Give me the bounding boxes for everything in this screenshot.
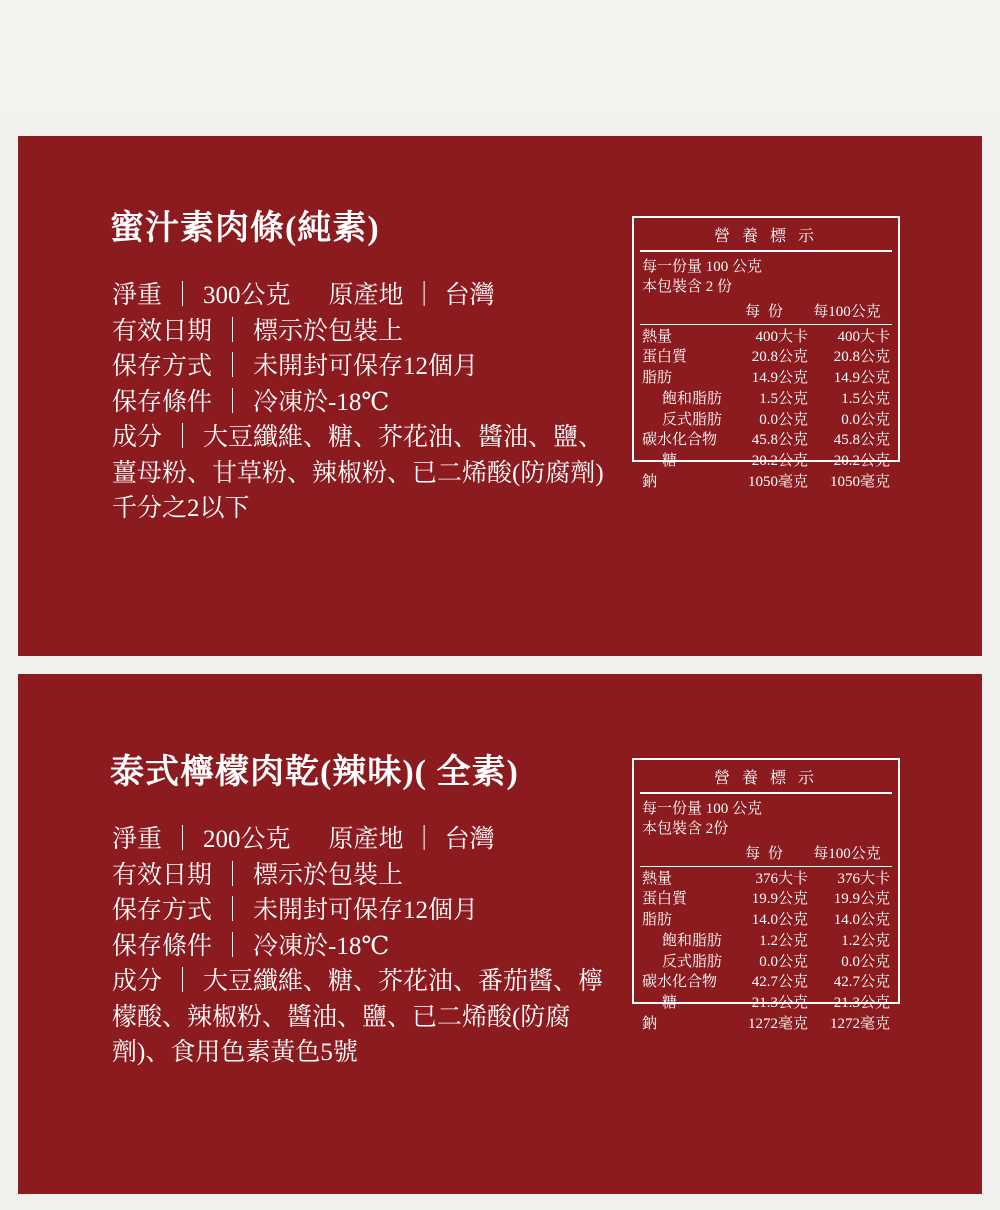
- servings-per-pack: 本包裝含 2 份: [642, 279, 733, 296]
- info-value-expiry: 標示於包裝上: [253, 861, 404, 889]
- nutrient-name: 熱量: [642, 328, 673, 345]
- nutrition-row: [634, 410, 898, 431]
- nutrition-row: [634, 368, 898, 389]
- nutrient-value-per-serving: 1.2公克: [759, 932, 808, 949]
- nutrition-row: [634, 869, 898, 890]
- nutrient-value-per-serving: 1.5公克: [759, 390, 808, 407]
- separator-icon: ｜: [411, 282, 437, 309]
- info-value-storage-method: 未開封可保存12個月: [253, 353, 479, 380]
- nutrient-name: 飽和脂肪: [662, 390, 723, 407]
- info-label-ingredients: 成分: [112, 968, 163, 995]
- info-label-storage-method: 保存方式: [112, 353, 213, 380]
- nutrition-row: [634, 430, 898, 451]
- info-value-storage-method: 未開封可保存12個月: [253, 897, 479, 924]
- column-header-per-100g: 每100公克: [813, 303, 881, 320]
- nutrient-name: 脂肪: [642, 912, 673, 928]
- nutrient-value-per-serving: 376大卡: [755, 870, 808, 887]
- divider: [640, 866, 892, 867]
- nutrition-row: [634, 910, 898, 931]
- info-label-storage-condition: 保存條件: [112, 388, 213, 416]
- nutrient-value-per-serving: 21.3公克: [751, 995, 808, 1011]
- info-line-storage-condition: [112, 385, 622, 421]
- nutrient-name: 鈉: [642, 1015, 658, 1032]
- info-line-storage-method: [112, 349, 622, 385]
- serving-size: 每一份量 100 公克: [642, 259, 763, 275]
- nutrient-name: 糖: [662, 995, 678, 1011]
- nutrition-row: [634, 389, 898, 410]
- nutrient-value-per-100g: 21.3公克: [833, 995, 890, 1011]
- info-label-weight: 淨重: [112, 826, 163, 853]
- column-header-per-100g: 每100公克: [813, 845, 881, 862]
- nutrient-name: 反式脂肪: [662, 411, 723, 428]
- info-value-ingredients: 大豆纖維、糖、芥花油、醬油、鹽、薑母粉、甘草粉、辣椒粉、已二烯酸(防腐劑)千分之2以下: [112, 424, 604, 522]
- page-top-band: [0, 0, 1000, 118]
- nutrient-value-per-100g: 1050毫克: [829, 473, 890, 490]
- info-value-storage-condition: 冷凍於-18℃: [253, 932, 390, 960]
- nutrition-row: [634, 952, 898, 973]
- nutrient-value-per-serving: 400大卡: [755, 328, 808, 345]
- nutrient-value-per-serving: 19.9公克: [751, 891, 808, 908]
- nutrient-value-per-100g: 20.2公克: [833, 453, 890, 469]
- info-value-weight: 200公克: [203, 826, 291, 853]
- info-line-storage-method: [112, 893, 622, 929]
- nutrient-value-per-serving: 0.0公克: [759, 953, 808, 970]
- column-header-per-serving: 每 份: [745, 845, 785, 862]
- nutrient-value-per-100g: 14.9公克: [833, 370, 890, 386]
- separator-icon: ｜: [220, 317, 246, 345]
- info-label-ingredients: 成分: [112, 424, 163, 451]
- nutrition-title: 營 養 標 示: [713, 228, 818, 245]
- nutrient-value-per-serving: 14.9公克: [751, 370, 808, 386]
- nutrition-column-headers: [634, 298, 898, 322]
- separator-icon: ｜: [170, 282, 196, 309]
- separator-icon: ｜: [170, 968, 196, 995]
- nutrition-row: [634, 889, 898, 910]
- nutrient-value-per-serving: 45.8公克: [751, 432, 808, 449]
- nutrient-name: 飽和脂肪: [662, 932, 723, 949]
- nutrient-value-per-serving: 14.0公克: [751, 912, 808, 928]
- info-line-expiry: [112, 314, 622, 350]
- info-line-ingredients: [112, 420, 622, 527]
- info-line-weight: [112, 278, 622, 314]
- nutrition-row: [634, 972, 898, 993]
- separator-icon: ｜: [170, 424, 196, 451]
- info-value-expiry: 標示於包裝上: [253, 317, 404, 345]
- product-title: 蜜汁素肉條(純素): [110, 210, 380, 247]
- info-value-ingredients: 大豆纖維、糖、芥花油、番茄醬、檸檬酸、辣椒粉、醬油、鹽、已二烯酸(防腐劑)、食用色素黃色5號: [112, 968, 604, 1066]
- product-card-2: [18, 674, 982, 1194]
- info-value-origin: 台灣: [444, 282, 495, 309]
- info-line-storage-condition: [112, 929, 622, 965]
- info-line-weight: [112, 822, 622, 858]
- nutrient-name: 蛋白質: [642, 891, 688, 908]
- nutrient-name: 熱量: [642, 870, 673, 887]
- separator-icon: ｜: [220, 353, 246, 380]
- nutrient-name: 鈉: [642, 473, 658, 490]
- nutrient-value-per-100g: 20.8公克: [833, 349, 890, 366]
- servings-per-pack: 本包裝含 2份: [642, 821, 729, 838]
- info-value-weight: 300公克: [203, 282, 291, 309]
- separator-icon: ｜: [220, 897, 246, 924]
- nutrition-facts-table: [632, 758, 900, 1032]
- nutrient-value-per-100g: 19.9公克: [833, 891, 890, 908]
- nutrient-value-per-100g: 400大卡: [837, 328, 890, 345]
- info-value-storage-condition: 冷凍於-18℃: [253, 388, 390, 416]
- nutrient-value-per-100g: 1272毫克: [829, 1015, 890, 1032]
- nutrient-value-per-serving: 1272毫克: [747, 1015, 808, 1032]
- nutrition-row: [634, 472, 898, 493]
- info-value-origin: 台灣: [444, 826, 495, 853]
- nutrient-value-per-100g: 0.0公克: [841, 953, 890, 970]
- nutrition-facts-table: [632, 216, 900, 490]
- divider: [640, 324, 892, 325]
- nutrient-name: 蛋白質: [642, 349, 688, 366]
- nutrient-value-per-100g: 0.0公克: [841, 411, 890, 428]
- separator-icon: ｜: [220, 932, 246, 960]
- product-card-1: [18, 136, 982, 656]
- separator-icon: ｜: [170, 826, 196, 853]
- info-line-ingredients: [112, 964, 622, 1071]
- nutrient-value-per-100g: 42.7公克: [833, 974, 890, 991]
- nutrition-row: [634, 327, 898, 348]
- nutrient-value-per-serving: 0.0公克: [759, 411, 808, 428]
- product-info-list: [112, 278, 622, 527]
- nutrient-value-per-100g: 1.5公克: [841, 390, 890, 407]
- nutrient-name: 反式脂肪: [662, 953, 723, 970]
- column-header-per-serving: 每 份: [745, 303, 785, 320]
- nutrient-value-per-100g: 1.2公克: [841, 932, 890, 949]
- product-title: 泰式檸檬肉乾(辣味)( 全素): [110, 754, 519, 791]
- nutrient-value-per-serving: 1050毫克: [747, 473, 808, 490]
- info-label-storage-method: 保存方式: [112, 897, 213, 924]
- separator-icon: ｜: [411, 826, 437, 853]
- nutrient-name: 碳水化合物: [642, 432, 718, 449]
- info-label-expiry: 有效日期: [112, 317, 213, 345]
- info-label-origin: 原產地: [328, 826, 404, 853]
- nutrition-row: [634, 347, 898, 368]
- nutrition-row: [634, 451, 898, 472]
- info-line-expiry: [112, 858, 622, 894]
- info-label-origin: 原產地: [328, 282, 404, 309]
- nutrient-name: 碳水化合物: [642, 974, 718, 991]
- nutrient-name: 脂肪: [642, 370, 673, 386]
- nutrition-title: 營 養 標 示: [713, 770, 818, 787]
- nutrient-value-per-100g: 14.0公克: [833, 912, 890, 928]
- serving-size: 每一份量 100 公克: [642, 801, 763, 817]
- nutrition-row: [634, 931, 898, 952]
- product-info-list: [112, 822, 622, 1071]
- nutrition-column-headers: [634, 840, 898, 864]
- nutrient-value-per-100g: 376大卡: [837, 870, 890, 887]
- separator-icon: ｜: [220, 388, 246, 416]
- info-label-storage-condition: 保存條件: [112, 932, 213, 960]
- nutrient-value-per-serving: 20.2公克: [751, 453, 808, 469]
- nutrition-row: [634, 993, 898, 1014]
- nutrient-value-per-serving: 20.8公克: [751, 349, 808, 366]
- nutrient-value-per-serving: 42.7公克: [751, 974, 808, 991]
- nutrient-value-per-100g: 45.8公克: [833, 432, 890, 449]
- nutrient-name: 糖: [662, 453, 678, 469]
- nutrition-row: [634, 1014, 898, 1035]
- info-label-weight: 淨重: [112, 282, 163, 309]
- separator-icon: ｜: [220, 861, 246, 889]
- info-label-expiry: 有效日期: [112, 861, 213, 889]
